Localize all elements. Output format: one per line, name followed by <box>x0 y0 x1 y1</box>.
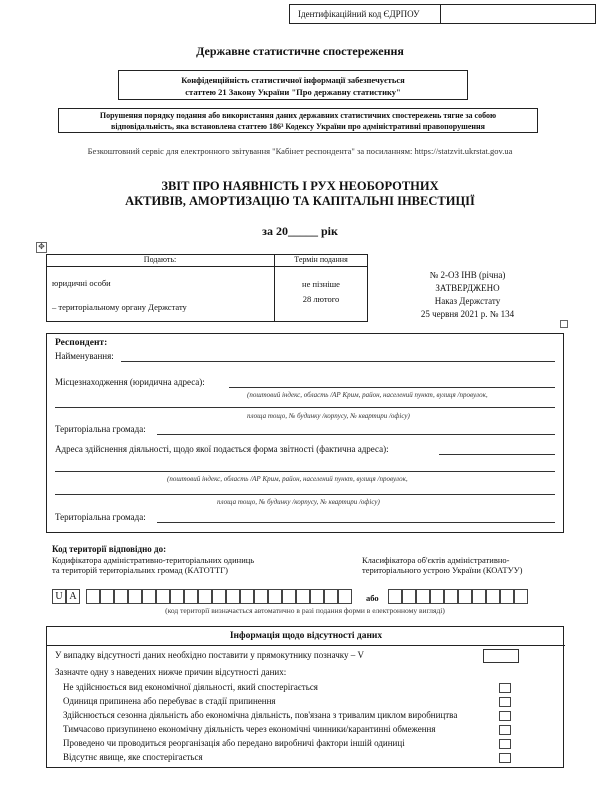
respondent-heading: Респондент: <box>55 338 108 348</box>
respondent-activity-field3[interactable] <box>55 494 555 495</box>
respondent-community1-field[interactable] <box>157 434 555 435</box>
koatuu-cell[interactable] <box>458 589 472 604</box>
katottg-cell[interactable] <box>240 589 254 604</box>
katottg-cell[interactable] <box>268 589 282 604</box>
absence-mark-box[interactable] <box>483 649 519 663</box>
katottg-cell[interactable] <box>170 589 184 604</box>
submit-row2-left: – територіальному органу Держстату <box>52 302 187 312</box>
form-date: 25 червня 2021 р. № 134 <box>420 309 515 319</box>
submit-table <box>46 254 368 322</box>
report-title-line2: АКТИВІВ, АМОРТИЗАЦІЮ ТА КАПІТАЛЬНІ ІНВЕСТИЦІЇ <box>125 194 475 208</box>
respondent-hint3: (поштовий індекс, область /АР Крим, район, населений пункт, вулиця /провулок, <box>167 475 408 483</box>
katottg-cell[interactable] <box>324 589 338 604</box>
confidentiality-box <box>118 70 468 100</box>
edrpou-box <box>289 4 596 24</box>
katottg-cell[interactable] <box>100 589 114 604</box>
edrpou-label: Ідентифікаційний код ЄДРПОУ <box>298 9 420 19</box>
absence-reason-checkbox[interactable] <box>499 711 511 721</box>
katottg-cell[interactable] <box>156 589 170 604</box>
katottg-cell[interactable] <box>282 589 296 604</box>
absence-heading: Інформація щодо відсутності даних <box>229 631 383 641</box>
form-approved: ЗАТВЕРДЖЕНО <box>435 283 500 293</box>
submit-row1-left: юридичні особи <box>52 278 111 288</box>
absence-reason-label: Не здійснюється вид економічної діяльності, який спостерігається <box>63 682 318 692</box>
koatuu-cell[interactable] <box>388 589 402 604</box>
territory-left-line1: Кодифікатора адміністративно-територіальних одиниць <box>52 555 255 565</box>
katottg-cell[interactable] <box>142 589 156 604</box>
resize-handle-icon[interactable] <box>560 320 568 328</box>
absence-box <box>46 626 564 768</box>
absence-reason-checkbox[interactable] <box>499 697 511 707</box>
respondent-name-label: Найменування: <box>55 351 114 361</box>
page-title: Державне статистичне спостереження <box>196 44 404 58</box>
report-title <box>0 179 600 209</box>
submit-row-right-1: не пізніше <box>302 279 340 289</box>
violation-line1: Порушення порядку подання або використання даних державних статистичних спостережень тягне за собою <box>99 111 497 120</box>
confidentiality-line2: статтею 21 Закону України "Про державну статистику" <box>185 87 401 97</box>
form-number: № 2-ОЗ ІНВ (річна) <box>429 270 506 280</box>
confidentiality-line1: Конфіденційність статистичної інформації забезпечується <box>181 75 405 85</box>
edrpou-input[interactable] <box>440 5 596 23</box>
katottg-cell[interactable] <box>310 589 324 604</box>
territory-right-line2: територіального устрою України (КОАТУУ) <box>362 565 523 575</box>
submit-header-right: Термін подання <box>294 255 348 264</box>
koatuu-cell[interactable] <box>444 589 458 604</box>
katottg-cell[interactable] <box>184 589 198 604</box>
report-title-line1: ЗВІТ ПРО НАЯВНІСТЬ І РУХ НЕОБОРОТНИХ <box>161 179 439 193</box>
koatuu-cell[interactable] <box>486 589 500 604</box>
koatuu-cell[interactable] <box>472 589 486 604</box>
katottg-cell[interactable] <box>198 589 212 604</box>
respondent-community2-field[interactable] <box>157 522 555 523</box>
respondent-activity-field[interactable] <box>439 454 555 455</box>
katottg-cell[interactable] <box>226 589 240 604</box>
respondent-hint1: (поштовий індекс, область /АР Крим, район, населений пункт, вулиця /провулок, <box>247 391 488 399</box>
koatuu-cell[interactable] <box>430 589 444 604</box>
katottg-cell[interactable] <box>128 589 142 604</box>
respondent-community1-label: Територіальна громада: <box>55 424 146 434</box>
absence-reason-label: Здійснюється сезонна діяльність або економічна діяльність, пов'язана з тривалим циклом виробництва <box>63 710 458 720</box>
absence-reason-label: Відсутнє явище, яке спостерігається <box>63 752 203 762</box>
absence-instruction: У випадку відсутності даних необхідно поставити у прямокутнику позначку – V <box>55 650 365 660</box>
koatuu-cell[interactable] <box>514 589 528 604</box>
katottg-prefix-cell: U <box>52 589 66 604</box>
respondent-community2-label: Територіальна громада: <box>55 512 146 522</box>
territory-note: (код території визначається автоматично в разі подання форми в електронному вигляді) <box>165 606 445 615</box>
territory-left-line2: та територій територіальних громад (КАТОТТГ) <box>52 565 228 575</box>
respondent-hint4: площа тощо, № будинку /корпусу, № квартири /офісу) <box>217 498 380 506</box>
absence-reason-checkbox[interactable] <box>499 753 511 763</box>
respondent-activity-label: Адреса здійснення діяльності, щодо якої подається форма звітності (фактична адреса): <box>55 444 389 454</box>
absence-reason-checkbox[interactable] <box>499 725 511 735</box>
respondent-box <box>46 333 564 533</box>
submit-header-left: Подають: <box>143 255 177 264</box>
katottg-cell[interactable] <box>212 589 226 604</box>
absence-reason-label: Тимчасово призупинено економічну діяльність через економічні чинники/карантинні обмеження <box>63 724 436 734</box>
absence-reason-label: Одиниця припинена або перебуває в стадії припинення <box>63 696 276 706</box>
absence-choose: Зазначте одну з наведених нижче причин відсутності даних: <box>55 667 287 677</box>
absence-reason-checkbox[interactable] <box>499 739 511 749</box>
absence-reason-checkbox[interactable] <box>499 683 511 693</box>
katottg-cell[interactable] <box>114 589 128 604</box>
form-info <box>380 269 555 321</box>
violation-box <box>58 108 538 133</box>
respondent-name-field[interactable] <box>121 361 555 362</box>
respondent-location-field2[interactable] <box>55 407 555 408</box>
katottg-cell[interactable] <box>254 589 268 604</box>
move-handle-icon[interactable]: ✥ <box>36 242 47 253</box>
territory-right-line1: Класифікатора об'єктів адміністративно- <box>362 555 510 565</box>
respondent-location-label: Місцезнаходження (юридична адреса): <box>55 377 205 387</box>
respondent-location-field[interactable] <box>229 387 555 388</box>
territory-section <box>46 544 564 614</box>
koatuu-cell[interactable] <box>416 589 430 604</box>
respondent-hint2: площа тощо, № будинку /корпусу, № квартири /офісу) <box>247 412 410 420</box>
violation-line2: відповідальність, яка встановлена статтею 186³ Кодексу України про адміністративні правопорушення <box>111 122 485 131</box>
absence-reason-label: Проведено чи проводиться реорганізація або передано виробничі фактори іншій одиниці <box>63 738 405 748</box>
katottg-prefix-cell: A <box>66 589 80 604</box>
territory-or: або <box>366 593 379 603</box>
service-note: Безкоштовний сервіс для електронного звітування "Кабінет респондента" за посиланням: https://statzvit.ukrstat.gov.ua <box>87 146 513 156</box>
koatuu-cell[interactable] <box>402 589 416 604</box>
form-order: Наказ Держстату <box>434 296 501 306</box>
katottg-cell[interactable] <box>338 589 352 604</box>
respondent-activity-field2[interactable] <box>55 471 555 472</box>
katottg-cell[interactable] <box>296 589 310 604</box>
year-line[interactable]: за 20_____ рік <box>262 224 338 238</box>
katottg-cell[interactable] <box>86 589 100 604</box>
koatuu-cell[interactable] <box>500 589 514 604</box>
territory-heading: Код території відповідно до: <box>52 544 167 554</box>
submit-row-right-2: 28 лютого <box>302 294 340 304</box>
